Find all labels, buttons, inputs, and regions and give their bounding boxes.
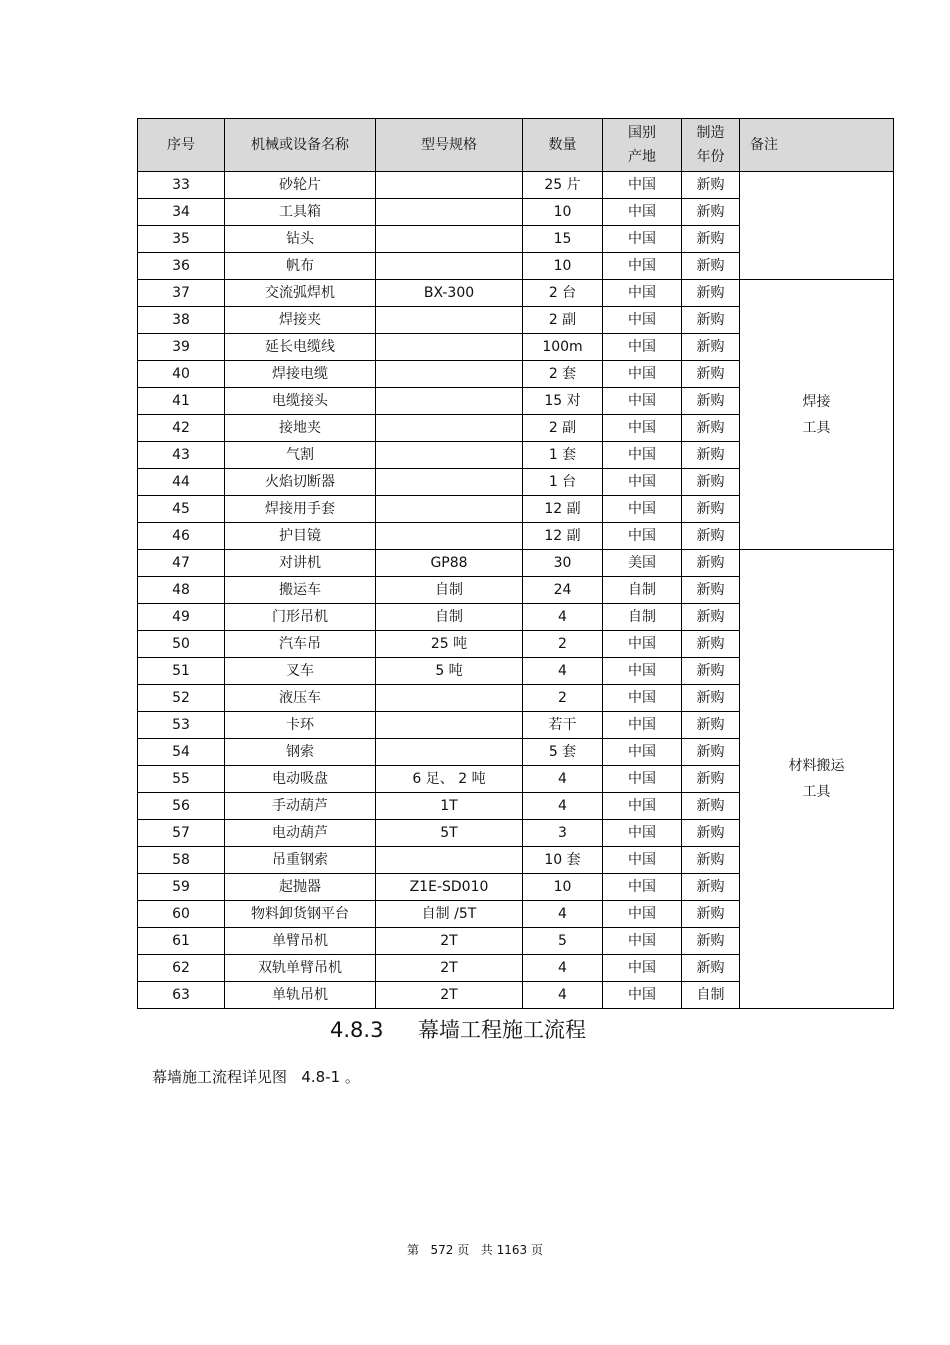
header-origin-line2: 产地 <box>628 149 656 165</box>
cell-year: 新购 <box>682 955 740 982</box>
cell-seq: 55 <box>138 766 225 793</box>
cell-year: 新购 <box>682 253 740 280</box>
cell-year: 新购 <box>682 226 740 253</box>
cell-name: 汽车吊 <box>225 631 376 658</box>
footer-page-word: 页 <box>457 1243 470 1257</box>
cell-year: 自制 <box>682 982 740 1009</box>
cell-seq: 34 <box>138 199 225 226</box>
cell-qty: 4 <box>523 982 603 1009</box>
cell-model <box>376 442 523 469</box>
cell-qty: 10 <box>523 199 603 226</box>
cell-name: 搬运车 <box>225 577 376 604</box>
cell-seq: 42 <box>138 415 225 442</box>
cell-name: 焊接夹 <box>225 307 376 334</box>
cell-model <box>376 415 523 442</box>
cell-name: 延长电缆线 <box>225 334 376 361</box>
cell-name: 交流弧焊机 <box>225 280 376 307</box>
cell-origin: 中国 <box>603 955 682 982</box>
cell-origin: 中国 <box>603 982 682 1009</box>
cell-name: 钻头 <box>225 226 376 253</box>
cell-name: 气割 <box>225 442 376 469</box>
cell-name: 工具箱 <box>225 199 376 226</box>
cell-year: 新购 <box>682 928 740 955</box>
cell-seq: 39 <box>138 334 225 361</box>
cell-origin: 自制 <box>603 604 682 631</box>
cell-year: 新购 <box>682 442 740 469</box>
header-year-line1: 制造 <box>696 125 725 141</box>
cell-origin: 自制 <box>603 577 682 604</box>
cell-model: 1T <box>376 793 523 820</box>
cell-name: 电动葫芦 <box>225 820 376 847</box>
cell-model: 5T <box>376 820 523 847</box>
cell-model: 自制 <box>376 604 523 631</box>
cell-year: 新购 <box>682 766 740 793</box>
cell-model <box>376 523 523 550</box>
notes-group-line2: 工具 <box>802 419 831 436</box>
cell-origin: 中国 <box>603 442 682 469</box>
cell-name: 起抛器 <box>225 874 376 901</box>
cell-year: 新购 <box>682 631 740 658</box>
cell-qty: 25 片 <box>523 172 603 199</box>
cell-qty: 4 <box>523 955 603 982</box>
equipment-table <box>137 118 894 1009</box>
cell-year: 新购 <box>682 739 740 766</box>
cell-seq: 47 <box>138 550 225 577</box>
cell-year: 新购 <box>682 280 740 307</box>
cell-seq: 41 <box>138 388 225 415</box>
cell-year: 新购 <box>682 469 740 496</box>
cell-year: 新购 <box>682 874 740 901</box>
cell-name: 液压车 <box>225 685 376 712</box>
header-name: 机械或设备名称 <box>225 119 376 172</box>
table-header <box>138 119 894 172</box>
table-row <box>138 280 894 307</box>
cell-year: 新购 <box>682 712 740 739</box>
cell-year: 新购 <box>682 577 740 604</box>
cell-qty: 15 对 <box>523 388 603 415</box>
cell-origin: 中国 <box>603 199 682 226</box>
notes-group-line1: 材料搬运 <box>788 758 845 774</box>
cell-qty: 若干 <box>523 712 603 739</box>
cell-qty: 5 套 <box>523 739 603 766</box>
cell-origin: 中国 <box>603 388 682 415</box>
cell-origin: 中国 <box>603 820 682 847</box>
header-notes: 备注 <box>740 119 894 172</box>
cell-year: 新购 <box>682 199 740 226</box>
cell-origin: 中国 <box>603 523 682 550</box>
cell-origin: 中国 <box>603 226 682 253</box>
cell-qty: 1 套 <box>523 442 603 469</box>
notes-group-line2: 工具 <box>802 784 831 800</box>
cell-origin: 中国 <box>603 361 682 388</box>
cell-model <box>376 739 523 766</box>
header-origin-line1: 国别 <box>628 125 656 141</box>
cell-seq: 38 <box>138 307 225 334</box>
cell-model <box>376 253 523 280</box>
cell-name: 护目镜 <box>225 523 376 550</box>
cell-seq: 36 <box>138 253 225 280</box>
footer-total-prefix: 共 <box>480 1243 493 1257</box>
cell-model: BX-300 <box>376 280 523 307</box>
cell-qty: 2 台 <box>523 280 603 307</box>
cell-year: 新购 <box>682 496 740 523</box>
cell-seq: 40 <box>138 361 225 388</box>
cell-seq: 60 <box>138 901 225 928</box>
cell-origin: 中国 <box>603 685 682 712</box>
cell-seq: 58 <box>138 847 225 874</box>
cell-seq: 53 <box>138 712 225 739</box>
cell-seq: 37 <box>138 280 225 307</box>
cell-origin: 中国 <box>603 901 682 928</box>
cell-origin: 美国 <box>603 550 682 577</box>
cell-origin: 中国 <box>603 739 682 766</box>
cell-model <box>376 388 523 415</box>
cell-seq: 48 <box>138 577 225 604</box>
cell-model: 2T <box>376 928 523 955</box>
cell-origin: 中国 <box>603 631 682 658</box>
cell-seq: 49 <box>138 604 225 631</box>
cell-seq: 59 <box>138 874 225 901</box>
section-number: 4.8.3 <box>330 1018 384 1042</box>
cell-origin: 中国 <box>603 334 682 361</box>
paragraph-text: 幕墙施工流程详见图 <box>152 1068 288 1086</box>
cell-qty: 2 副 <box>523 307 603 334</box>
cell-model: 5 吨 <box>376 658 523 685</box>
cell-name: 接地夹 <box>225 415 376 442</box>
cell-origin: 中国 <box>603 793 682 820</box>
cell-name: 双轨单臂吊机 <box>225 955 376 982</box>
notes-group-cell <box>740 172 894 280</box>
cell-seq: 51 <box>138 658 225 685</box>
cell-name: 门形吊机 <box>225 604 376 631</box>
cell-year: 新购 <box>682 388 740 415</box>
cell-qty: 4 <box>523 901 603 928</box>
cell-name: 对讲机 <box>225 550 376 577</box>
cell-seq: 62 <box>138 955 225 982</box>
cell-qty: 5 <box>523 928 603 955</box>
cell-name: 电缆接头 <box>225 388 376 415</box>
cell-seq: 33 <box>138 172 225 199</box>
header-year-line2: 年份 <box>696 149 725 165</box>
header-qty: 数量 <box>523 119 603 172</box>
cell-name: 物料卸货钢平台 <box>225 901 376 928</box>
cell-model: 2T <box>376 982 523 1009</box>
cell-year: 新购 <box>682 847 740 874</box>
cell-year: 新购 <box>682 685 740 712</box>
cell-origin: 中国 <box>603 928 682 955</box>
footer-prefix: 第 <box>407 1243 420 1257</box>
cell-model: 6 足、 2 吨 <box>376 766 523 793</box>
footer-total-pages: 1163 <box>496 1243 528 1257</box>
cell-year: 新购 <box>682 604 740 631</box>
cell-year: 新购 <box>682 361 740 388</box>
cell-model: 自制 /5T <box>376 901 523 928</box>
cell-model <box>376 685 523 712</box>
cell-year: 新购 <box>682 415 740 442</box>
cell-name: 单轨吊机 <box>225 982 376 1009</box>
cell-seq: 43 <box>138 442 225 469</box>
table-row <box>138 550 894 577</box>
header-seq: 序号 <box>138 119 225 172</box>
cell-name: 电动吸盘 <box>225 766 376 793</box>
cell-name: 帆布 <box>225 253 376 280</box>
header-model: 型号规格 <box>376 119 523 172</box>
cell-qty: 12 副 <box>523 496 603 523</box>
figure-reference: 4.8-1 <box>301 1068 341 1086</box>
cell-qty: 2 副 <box>523 415 603 442</box>
cell-seq: 52 <box>138 685 225 712</box>
cell-seq: 45 <box>138 496 225 523</box>
cell-year: 新购 <box>682 550 740 577</box>
cell-qty: 4 <box>523 604 603 631</box>
cell-qty: 100m <box>523 334 603 361</box>
cell-origin: 中国 <box>603 253 682 280</box>
cell-year: 新购 <box>682 820 740 847</box>
cell-qty: 4 <box>523 766 603 793</box>
cell-model: Z1E-SD010 <box>376 874 523 901</box>
cell-origin: 中国 <box>603 712 682 739</box>
table-row <box>138 172 894 199</box>
cell-qty: 2 套 <box>523 361 603 388</box>
cell-name: 叉车 <box>225 658 376 685</box>
cell-seq: 44 <box>138 469 225 496</box>
cell-origin: 中国 <box>603 415 682 442</box>
cell-qty: 10 <box>523 874 603 901</box>
cell-origin: 中国 <box>603 307 682 334</box>
cell-model <box>376 496 523 523</box>
cell-seq: 61 <box>138 928 225 955</box>
cell-year: 新购 <box>682 307 740 334</box>
cell-qty: 2 <box>523 685 603 712</box>
cell-model <box>376 712 523 739</box>
cell-name: 焊接电缆 <box>225 361 376 388</box>
page-footer <box>0 1241 950 1258</box>
cell-model <box>376 334 523 361</box>
cell-name: 单臂吊机 <box>225 928 376 955</box>
notes-group-line1: 焊接 <box>802 393 831 410</box>
cell-name: 手动葫芦 <box>225 793 376 820</box>
footer-suffix: 页 <box>530 1243 543 1257</box>
cell-name: 火焰切断器 <box>225 469 376 496</box>
cell-origin: 中国 <box>603 469 682 496</box>
cell-year: 新购 <box>682 901 740 928</box>
cell-model <box>376 469 523 496</box>
footer-page-number: 572 <box>430 1243 454 1257</box>
cell-origin: 中国 <box>603 847 682 874</box>
cell-seq: 54 <box>138 739 225 766</box>
cell-year: 新购 <box>682 793 740 820</box>
cell-seq: 56 <box>138 793 225 820</box>
cell-qty: 1 台 <box>523 469 603 496</box>
cell-origin: 中国 <box>603 766 682 793</box>
cell-model <box>376 307 523 334</box>
cell-year: 新购 <box>682 523 740 550</box>
cell-model <box>376 172 523 199</box>
paragraph-end: 。 <box>344 1068 360 1086</box>
cell-model <box>376 226 523 253</box>
cell-qty: 4 <box>523 658 603 685</box>
cell-model: 2T <box>376 955 523 982</box>
cell-qty: 10 <box>523 253 603 280</box>
cell-seq: 35 <box>138 226 225 253</box>
cell-seq: 46 <box>138 523 225 550</box>
cell-model: 25 吨 <box>376 631 523 658</box>
cell-qty: 15 <box>523 226 603 253</box>
notes-group-cell <box>740 550 894 1009</box>
cell-seq: 57 <box>138 820 225 847</box>
cell-year: 新购 <box>682 334 740 361</box>
cell-origin: 中国 <box>603 496 682 523</box>
cell-qty: 4 <box>523 793 603 820</box>
cell-year: 新购 <box>682 172 740 199</box>
section-title: 幕墙工程施工流程 <box>418 1018 586 1042</box>
cell-model: 自制 <box>376 577 523 604</box>
cell-year: 新购 <box>682 658 740 685</box>
header-origin <box>603 119 682 172</box>
cell-model: GP88 <box>376 550 523 577</box>
section-heading <box>330 1014 586 1044</box>
cell-seq: 63 <box>138 982 225 1009</box>
cell-qty: 30 <box>523 550 603 577</box>
cell-seq: 50 <box>138 631 225 658</box>
cell-model <box>376 199 523 226</box>
notes-group-cell <box>740 280 894 550</box>
cell-name: 砂轮片 <box>225 172 376 199</box>
cell-name: 钢索 <box>225 739 376 766</box>
cell-qty: 10 套 <box>523 847 603 874</box>
cell-origin: 中国 <box>603 658 682 685</box>
cell-qty: 2 <box>523 631 603 658</box>
cell-name: 卡环 <box>225 712 376 739</box>
cell-origin: 中国 <box>603 172 682 199</box>
cell-qty: 3 <box>523 820 603 847</box>
cell-name: 吊重钢索 <box>225 847 376 874</box>
cell-name: 焊接用手套 <box>225 496 376 523</box>
cell-model <box>376 361 523 388</box>
cell-origin: 中国 <box>603 874 682 901</box>
cell-model <box>376 847 523 874</box>
body-paragraph <box>152 1066 360 1087</box>
cell-qty: 12 副 <box>523 523 603 550</box>
table-body <box>138 172 894 1009</box>
header-year <box>682 119 740 172</box>
cell-qty: 24 <box>523 577 603 604</box>
cell-origin: 中国 <box>603 280 682 307</box>
